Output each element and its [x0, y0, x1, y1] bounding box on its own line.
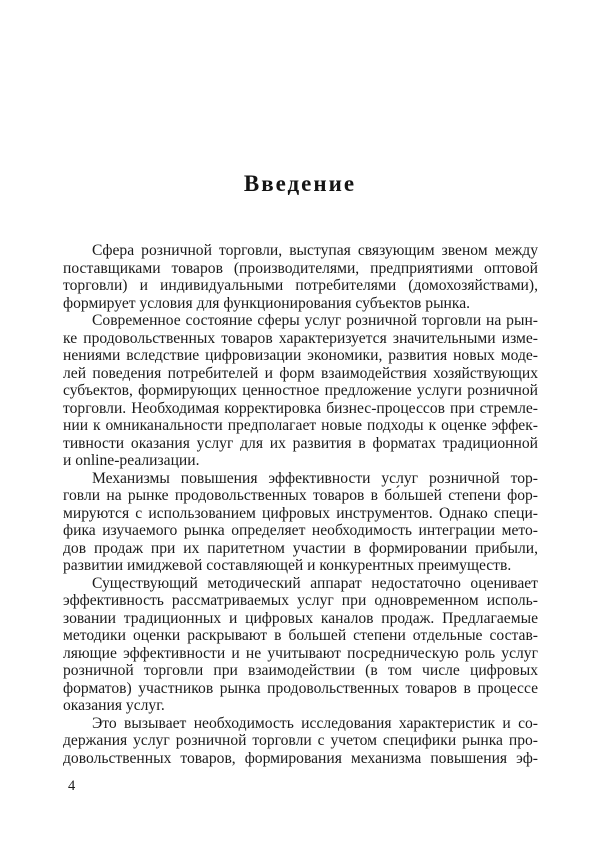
page-title: Введение	[243, 171, 357, 196]
text-line: Это вызывает необходимость исследования характеристик и со-	[92, 714, 538, 732]
text-line: формирует условия для функционирования субъектов рынка.	[63, 294, 471, 312]
text-line: розничной торговли при взаимодействии (в том числе цифровых	[63, 662, 538, 679]
paragraph	[63, 312, 538, 470]
text-line: дов продаж при их паритетном участии в формировании прибыли,	[63, 539, 538, 557]
text-line: фика изучаемого рынка определяет необходимость интеграции мето-	[63, 522, 538, 539]
text-line: оказания услуг.	[63, 697, 165, 714]
paragraph	[63, 715, 538, 768]
body-text	[63, 242, 538, 767]
text-line: мируются с использованием цифровых инструментов. Однако специ-	[63, 504, 538, 522]
text-line: ке продовольственных товаров характеризуется значительными изме-	[63, 329, 538, 347]
text-line: зовании традиционных и цифровых каналов продаж. Предлагаемые	[63, 609, 538, 627]
text-line: довольственных товаров, формирования механизма повышения эф-	[63, 749, 538, 767]
paragraph	[63, 242, 538, 312]
text-line: ляющие эффективности и не учитывают посредническую роль услуг	[63, 644, 538, 662]
text-line: эффективность рассматриваемых услуг при одновременном исполь-	[63, 592, 538, 609]
text-line: торговли. Необходимая корректировка бизнес-процессов при стремле-	[63, 399, 538, 417]
text-line: субъектов, формирующих ценностное предложение услуги розничной	[63, 382, 538, 399]
text-line: развитии имиджевой составляющей и конкурентных преимуществ.	[63, 557, 512, 574]
text-line: методики оценки раскрывают в большей степени отдельные состав-	[63, 627, 538, 644]
text-line: Существующий методический аппарат недостаточно оценивает	[92, 574, 538, 592]
text-line: Механизмы повышения эффективности услуг розничной тор-	[92, 469, 538, 487]
text-line: нениями вследствие цифровизации экономики, развития новых моде-	[63, 347, 538, 364]
text-line: тивности оказания услуг для их развития в форматах традиционной	[63, 434, 538, 452]
text-line: форматов) участников рынка продовольственных товаров в процессе	[63, 679, 538, 697]
text-line: поставщиками товаров (производителями, предприятиями оптовой	[63, 259, 538, 277]
paragraph	[63, 575, 538, 715]
text-line: лей поведения потребителей и форм взаимодействия хозяйствующих	[63, 364, 538, 382]
text-line: нии к омниканальности предполагает новые подходы к оценке эффек-	[63, 417, 538, 434]
text-line: Сфера розничной торговли, выступая связующим звеном между	[92, 242, 538, 259]
text-line: держания услуг розничной торговли с учетом специфики рынка про-	[63, 732, 538, 749]
page-number: 4	[68, 778, 76, 794]
paragraph	[63, 470, 538, 575]
text-line: торговли) и индивидуальными потребителями (домохозяйствами),	[63, 277, 538, 294]
text-line: Современное состояние сферы услуг розничной торговли на рын-	[92, 312, 538, 329]
text-line: говли на рынке продовольственных товаров в бо́льшей степени фор-	[63, 487, 538, 504]
text-line: и online-реализации.	[63, 452, 200, 469]
